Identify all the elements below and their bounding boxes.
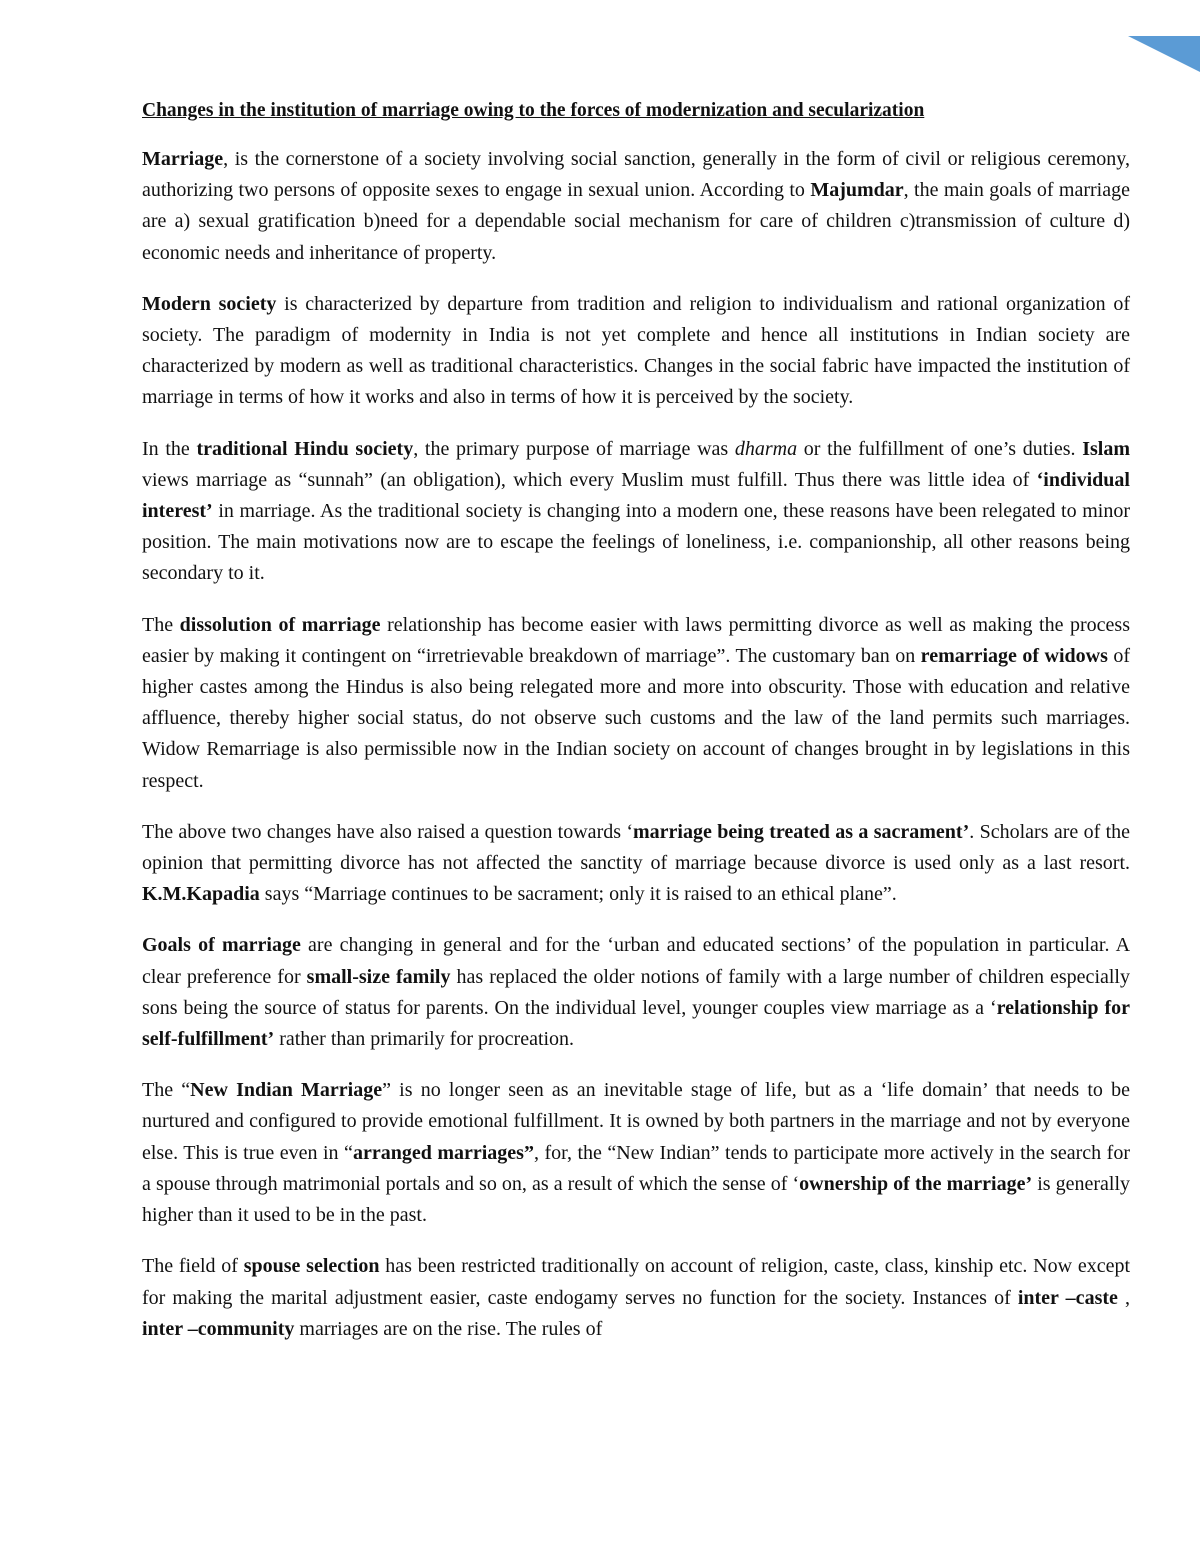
text-run: spouse selection [243,1255,380,1278]
paragraph-sacrament [142,817,1130,911]
paragraph-goals-of-marriage [142,930,1130,1055]
text-run: dissolution of marriage [179,613,381,636]
text-run: Marriage [142,148,224,170]
text-run: are changing in general and for the ‘urban and educated sections’ of the population in particular. A clear preference for [142,934,1131,988]
text-run: rather than primarily for procreation. [274,1028,575,1051]
text-run: , the primary purpose of marriage was [413,437,735,460]
text-run: has replaced the older notions of family with a large number of children especially sons being the source of status for parents. On the individual level, younger couples view marriage as a ‘ [142,965,1130,1019]
text-run: relationship has become easier with laws permitting divorce as well as making the process easier by making it contingent on “irretrievable breakdown of marriage”. The customary ban on [142,613,1130,667]
text-run: has been restricted traditionally on account of religion, caste, class, kinship etc. Now except for making the marital adjustment easier, caste endogamy serves no function for the society. Instances of [142,1255,1131,1309]
text-run: arranged marriages” [352,1141,534,1164]
paragraph-dissolution-of-marriage [142,610,1130,797]
text-run: small-size family [306,965,451,988]
text-run: , [1117,1286,1131,1309]
text-run: in marriage. As the traditional society is changing into a modern one, these reasons have been relegated to minor position. The main motivations now are to escape the feelings of loneliness, i.e. companionship, all other reasons being secondary to it. [142,500,1130,585]
text-run: relationship for self-fulfillment’ [142,996,1130,1051]
text-run: ‘individual interest’ [142,468,1130,523]
paragraph-traditional-hindu-society [142,434,1130,590]
text-run: Islam [1082,437,1130,460]
text-run: The field of [142,1255,244,1278]
text-run: views marriage as “sunnah” (an obligation), which every Muslim must fulfill. Thus there was little idea of [142,468,1037,491]
text-run: dharma [734,437,798,460]
text-run: marriages are on the rise. The rules of [294,1317,603,1340]
text-run: Modern society [142,292,277,315]
text-run: , the main goals of marriage are a) sexual gratification b)need for a dependable social mechanism for care of children c)transmission of culture d) economic needs and inheritance of property. [142,179,1130,264]
text-run: inter –caste [1017,1286,1118,1309]
paragraph-marriage-definition [142,144,1130,269]
text-run: Goals of marriage [142,934,301,957]
document-page [142,97,1130,1365]
text-run: ” is no longer seen as an inevitable stage of life, but as a ‘life domain’ that needs to be nurtured and configured to provide emotional fulfillment. It is owned by both partners in the marriage and not by everyone else. This is true even in “ [142,1079,1130,1164]
text-run: ownership of the marriage’ [799,1172,1033,1195]
document-title: Changes in the institution of marriage owing to the forces of modernization and secularization [142,100,925,121]
text-run: The [142,613,180,636]
text-run: Majumdar [810,179,904,202]
text-run: is generally higher than it used to be in the past. [142,1172,1131,1227]
text-run: remarriage of widows [920,644,1108,667]
text-run: . Scholars are of the opinion that permitting divorce has not affected the sanctity of marriage because divorce is used only as a last resort. [142,820,1131,875]
text-run: The “ [142,1079,191,1102]
text-run: K.M.Kapadia [142,883,260,906]
paragraph-new-indian-marriage [142,1075,1130,1231]
text-run: , for, the “New Indian” tends to participate more actively in the search for a spouse through matrimonial portals and so on, as a result of which the sense of ‘ [142,1141,1130,1195]
page-corner-tab-icon [1128,36,1200,72]
text-run: inter –community [142,1317,295,1340]
paragraph-modern-society [142,289,1130,414]
text-run: says “Marriage continues to be sacrament; only it is raised to an ethical plane”. [259,883,897,906]
text-run: New Indian Marriage [190,1079,383,1102]
corner-tab-shape [1128,36,1200,72]
text-run: In the [142,437,197,460]
text-run: , is the cornerstone of a society involving social sanction, generally in the form of civil or religious ceremony, authorizing two persons of opposite sexes to engage in sexual union. According to [142,148,1130,202]
paragraph-spouse-selection [142,1251,1130,1345]
text-run: traditional Hindu society [196,437,414,460]
text-run: or the fulfillment of one’s duties. [797,437,1083,460]
text-run: marriage being treated as a sacrament’ [633,820,970,843]
text-run: of higher castes among the Hindus is also being relegated more and more into obscurity. Those with education and relative affluence, thereby higher social status, do not observe such customs and the law of the land permits such marriages. Widow Remarriage is also permissible now in the Indian society on account of changes brought in by legislations in this respect. [142,644,1130,792]
text-run: is characterized by departure from tradition and religion to individualism and rational organization of society. The paradigm of modernity in India is not yet complete and hence all institutions in Indian society are characterized by modern as well as traditional characteristics. Changes in the social fabric have impacted the institution of marriage in terms of how it works and also in terms of how it is perceived by the society. [142,292,1131,409]
text-run: The above two changes have also raised a question towards ‘ [142,820,634,843]
